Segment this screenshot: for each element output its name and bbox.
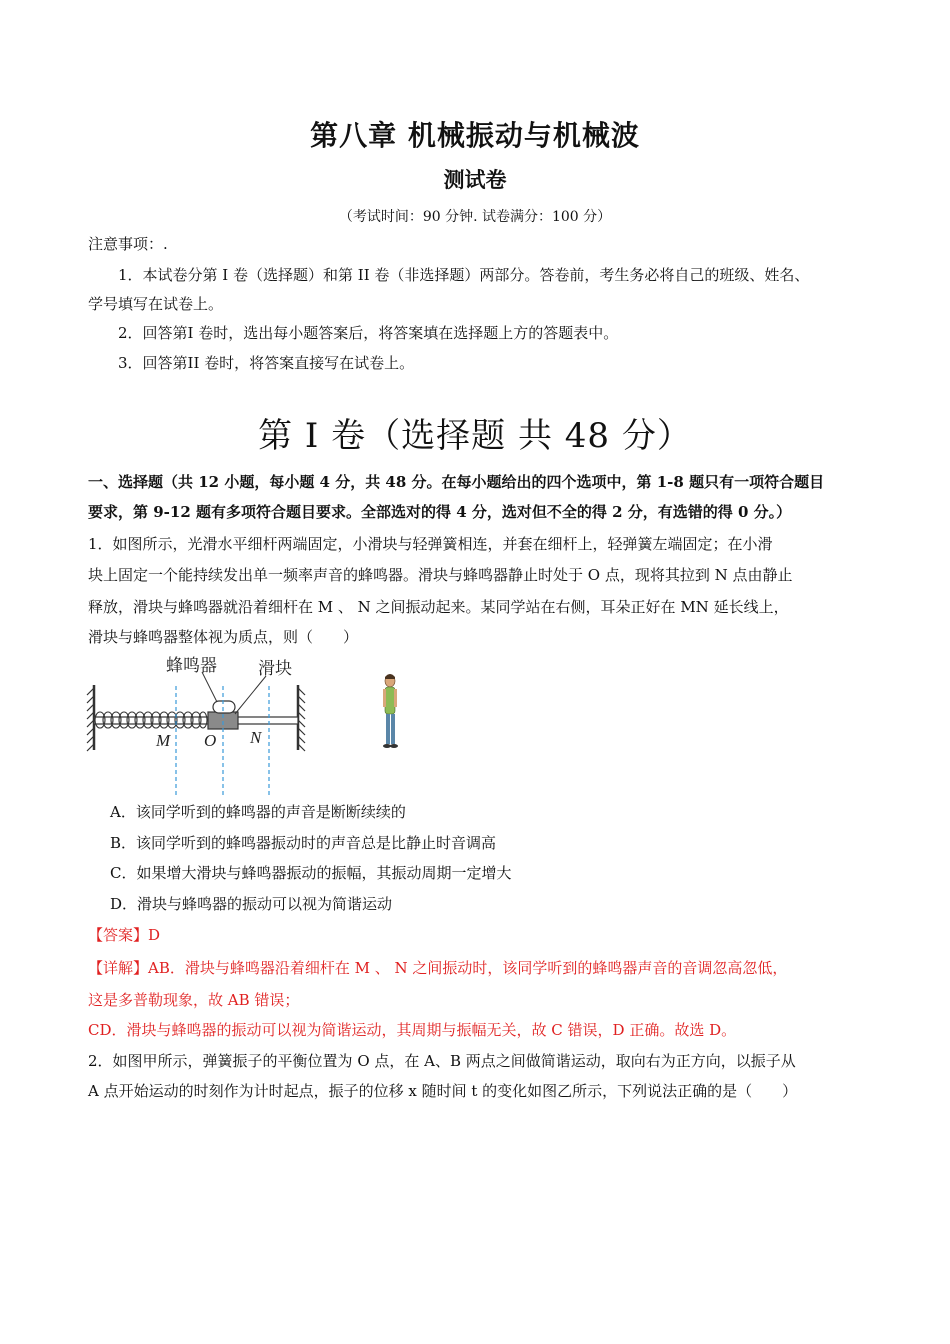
exam-info: （考试时间：90 分钟. 试卷满分：100 分）: [338, 209, 612, 225]
label-buzzer: 蜂鸣器: [166, 656, 217, 675]
buzzer-pointer: [202, 672, 217, 702]
question-stem-line: 滑块与蜂鸣器整体视为质点，则（ ）: [88, 628, 359, 646]
section-instructions: 要求，第 9-12 题有多项符合题目要求。全部选对的得 4 分，选对但不全的得 2 分，有选错的得 0 分。）: [88, 503, 792, 521]
buzzer: [213, 701, 235, 713]
question-stem-line: 2．如图甲所示，弹簧振子的平衡位置为 O 点，在 A、B 两点之间做简谐运动，取向右为正方向，以振子从: [88, 1052, 796, 1070]
label-slider: 滑块: [258, 659, 292, 678]
section-title: 第 I 卷（选择题 共 48 分）: [258, 416, 692, 456]
rod: [94, 717, 298, 724]
detail-line: 【详解】AB．滑块与蜂鸣器沿着细杆在 M 、 N 之间振动时，该同学听到的蜂鸣器声音的音调忽高忽低，: [88, 959, 788, 977]
label-N: N: [250, 728, 262, 747]
notice-item: 2．回答第I 卷时，选出每小题答案后，将答案填在选择题上方的答题表中。: [118, 324, 619, 342]
question-stem-line: 块上固定一个能持续发出单一频率声音的蜂鸣器。滑块与蜂鸣器静止时处于 O 点，现将其拉到 N 点由静止: [88, 566, 793, 584]
notice-heading: 注意事项：.: [88, 235, 168, 253]
option-b: B．该同学听到的蜂鸣器振动时的声音总是比静止时音调高: [110, 834, 497, 852]
detail-line: CD．滑块与蜂鸣器的振动可以视为简谐运动，其周期与振幅无关，故 C 错误，D 正确。故选 D。: [88, 1021, 737, 1039]
question-stem-line: A 点开始运动的时刻作为计时起点，振子的位移 x 随时间 t 的变化如图乙所示，下列说法正确的是（ ）: [88, 1082, 798, 1100]
answer: 【答案】D: [88, 926, 161, 944]
page-subtitle: 测试卷: [443, 167, 507, 192]
student-figure: [383, 674, 398, 748]
label-M: M: [156, 731, 171, 750]
option-a: A．该同学听到的蜂鸣器的声音是断断续续的: [110, 803, 406, 821]
option-c: C．如果增大滑块与蜂鸣器振动的振幅，其振动周期一定增大: [110, 864, 512, 882]
page-title: 第八章 机械振动与机械波: [310, 119, 640, 152]
question-stem-line: 释放，滑块与蜂鸣器就沿着细杆在 M 、 N 之间振动起来。某同学站在右侧，耳朵正好在 MN 延长线上，: [88, 598, 789, 616]
spring-oscillator-figure: [84, 650, 424, 800]
question-stem-line: 1．如图所示，光滑水平细杆两端固定，小滑块与轻弹簧相连，并套在细杆上，轻弹簧左端固定；在小滑: [88, 535, 773, 553]
section-instructions: 一、选择题（共 12 小题，每小题 4 分，共 48 分。在每小题给出的四个选项中，第 1-8 题只有一项符合题目: [88, 473, 825, 491]
notice-item: 学号填写在试卷上。: [88, 295, 224, 313]
option-d: D．滑块与蜂鸣器的振动可以视为简谐运动: [110, 895, 393, 913]
label-O: O: [204, 731, 217, 750]
notice-item: 3．回答第II 卷时，将答案直接写在试卷上。: [118, 354, 415, 372]
notice-item: 1．本试卷分第 I 卷（选择题）和第 II 卷（非选择题）两部分。答卷前，考生务必将自己的班级、姓名、: [118, 266, 810, 284]
slider-pointer: [235, 676, 266, 714]
detail-line: 这是多普勒现象，故 AB 错误；: [88, 991, 300, 1009]
left-wall: [87, 685, 94, 751]
right-wall: [298, 685, 305, 751]
